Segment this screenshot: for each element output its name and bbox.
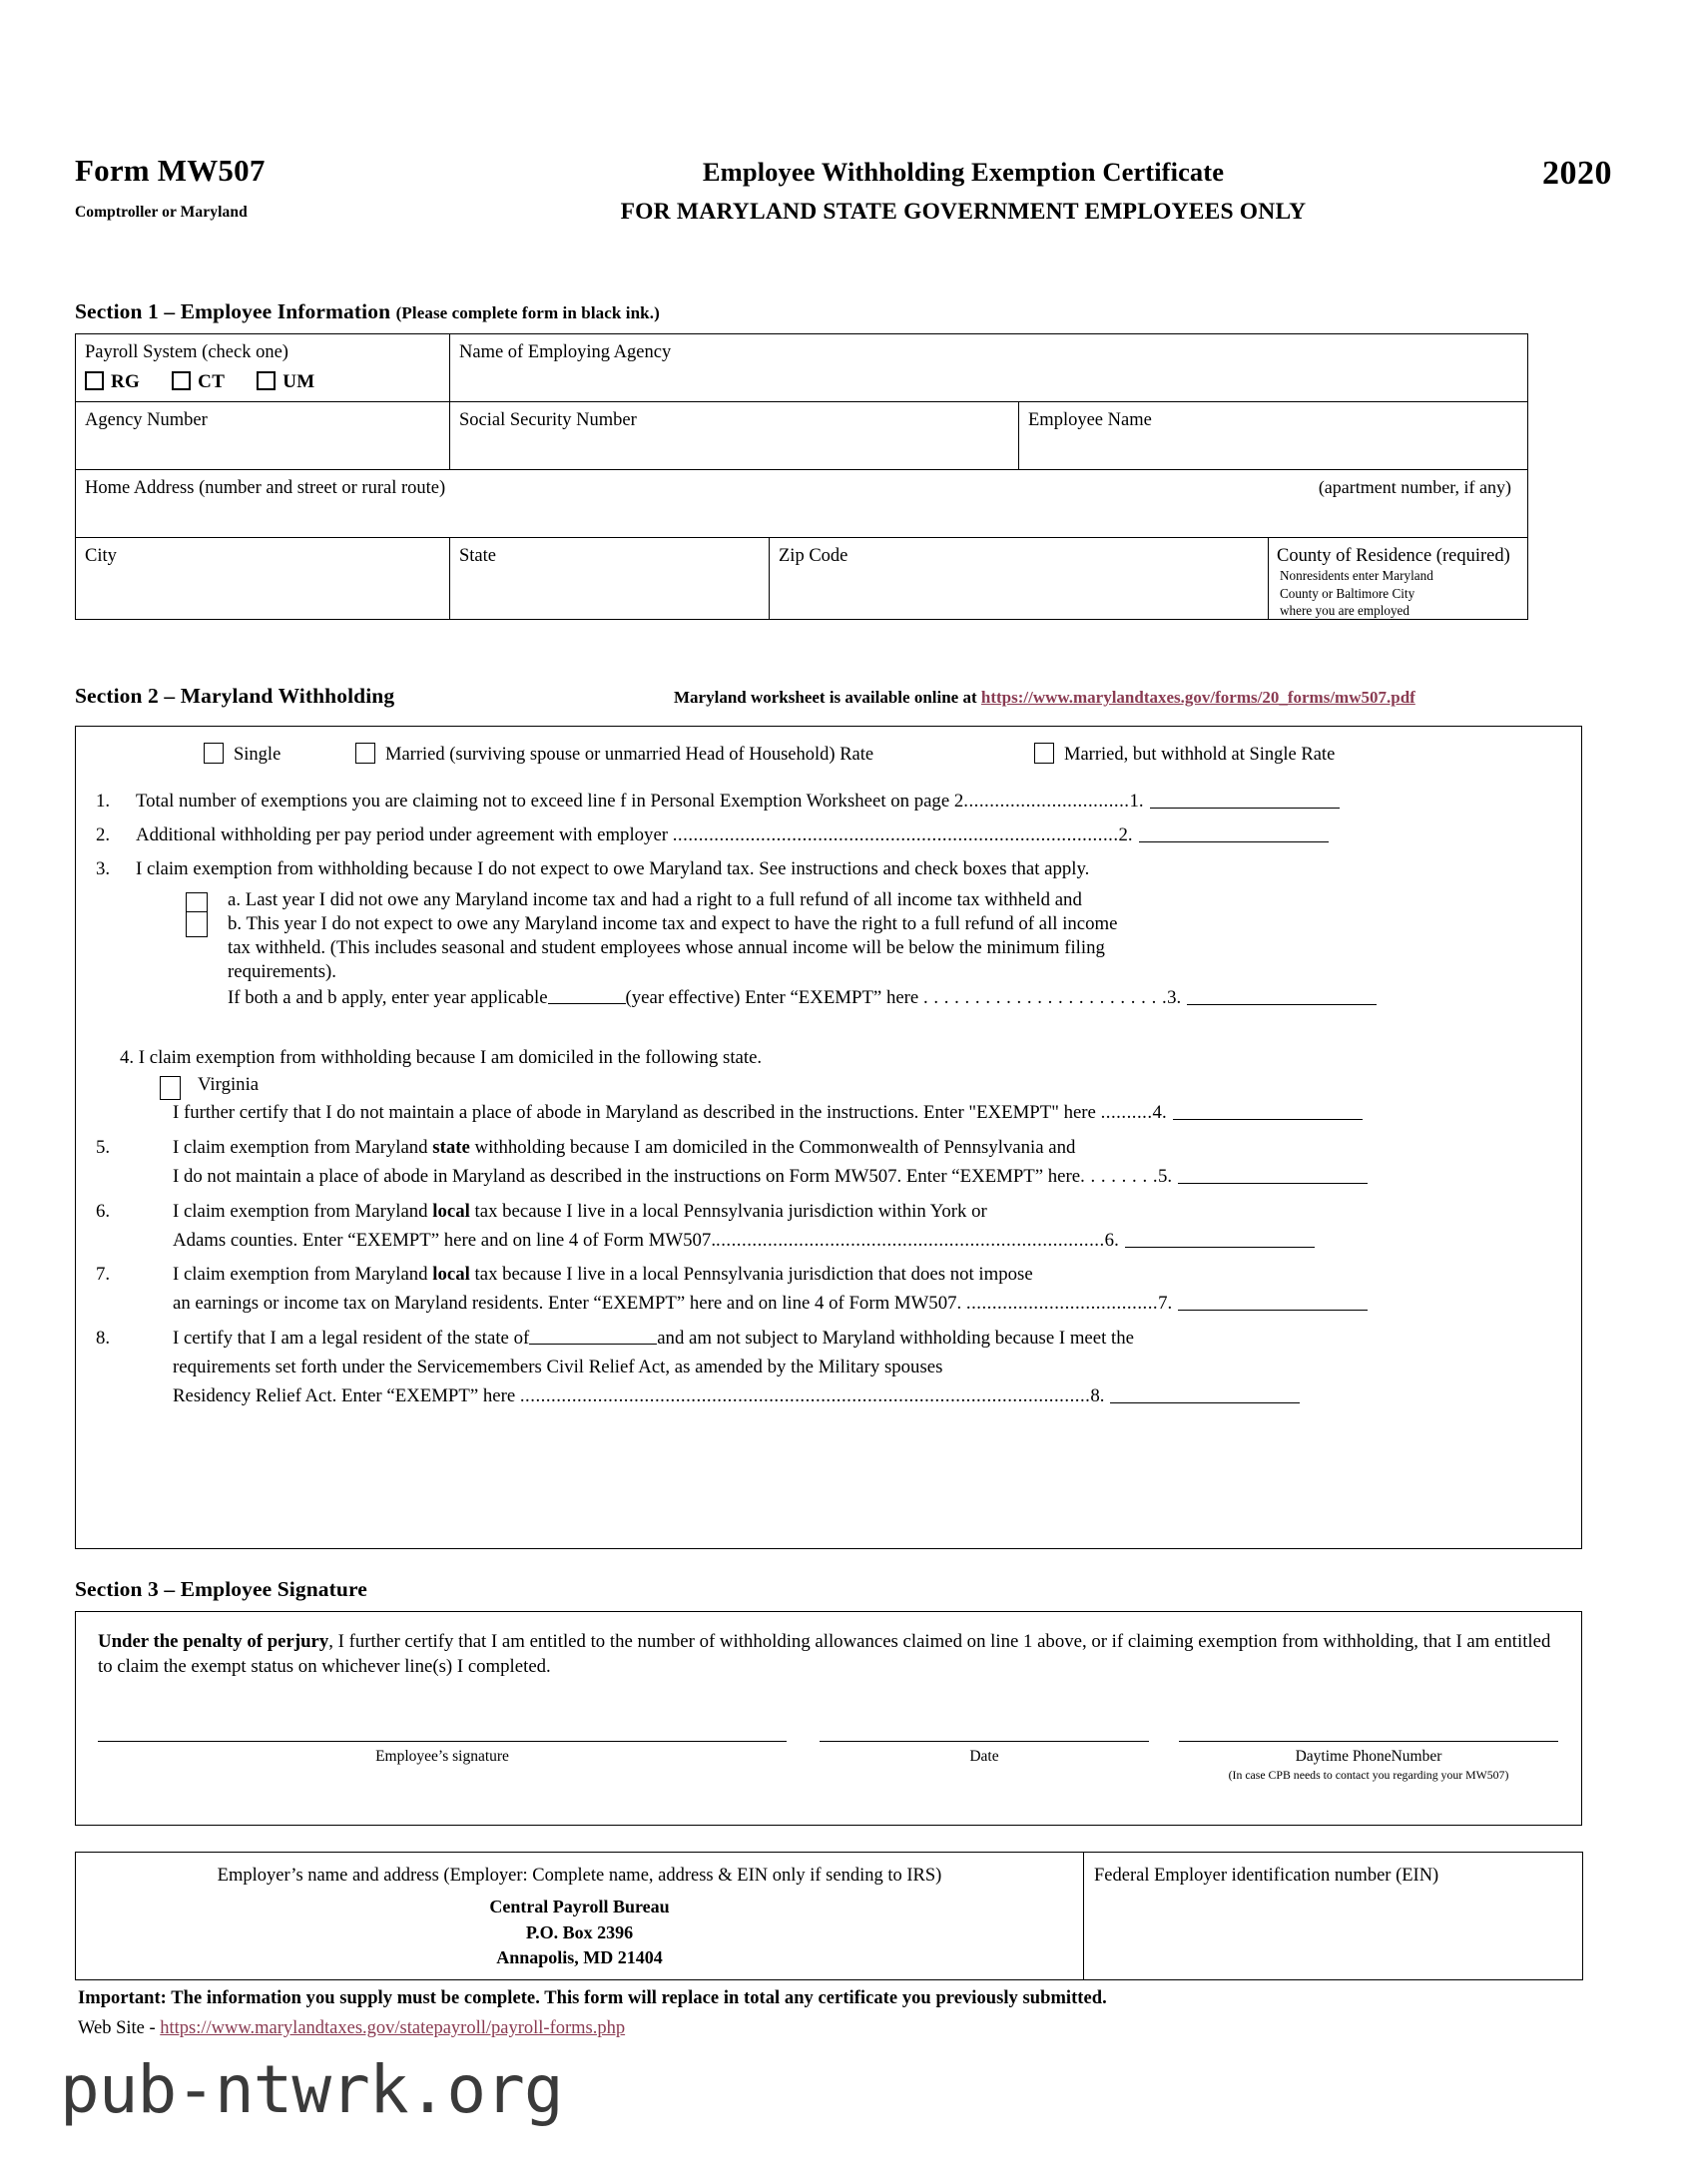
- employer-name-address-cell: [76, 1853, 1084, 1980]
- line-6-text-row: [173, 1199, 1561, 1225]
- filing-status-married-label: Married (surviving spouse or unmarried Head of Household) Rate: [385, 745, 874, 765]
- form-title: Employee Withholding Exemption Certificate: [702, 157, 1225, 187]
- checkbox-married-single-rate-icon[interactable]: [1034, 743, 1054, 764]
- line-1-ref: 1.: [1129, 791, 1144, 812]
- line-1-text: Total number of exemptions you are claiming not to exceed line f in Personal Exemption Worksheet on page 2: [136, 791, 964, 812]
- line-8-text-a: I certify that I am a legal resident of the state of: [173, 1328, 530, 1350]
- checkbox-virginia-icon[interactable]: [160, 1076, 181, 1100]
- line-6-answer-field[interactable]: [1125, 1231, 1315, 1248]
- perjury-statement: [98, 1630, 1559, 1680]
- worksheet-note: [674, 688, 1415, 708]
- line-3b-cont-2-text: requirements).: [228, 960, 336, 982]
- payroll-option-ct-label: CT: [198, 371, 226, 393]
- phone-line: [1179, 1741, 1558, 1742]
- line-2-ref: 2.: [1118, 823, 1133, 845]
- withholding-lines: [76, 787, 1581, 1409]
- section-1-heading-text: Section 1 – Employee Information: [75, 299, 391, 323]
- watermark: pub-ntwrk.org: [60, 2051, 563, 2128]
- filing-status-single[interactable]: [204, 743, 281, 766]
- line-2-text-row: [136, 822, 1561, 848]
- ein-cell[interactable]: [1084, 1853, 1583, 1980]
- section-2: [75, 684, 1612, 1549]
- line-8-answer-field[interactable]: [1110, 1386, 1300, 1403]
- checkbox-ct-icon[interactable]: [172, 371, 191, 390]
- line-3-number: 3.: [96, 857, 111, 879]
- section-2-header-row: [75, 684, 1612, 718]
- important-note: Important: The information you supply must be complete. This form will replace in total any certificate you previously submitted.: [78, 1988, 1107, 2008]
- phone-note: (In case CPB needs to contact you regarding your MW507): [1228, 1768, 1509, 1783]
- employer-table: [75, 1852, 1583, 1980]
- line-4-cont-row: [173, 1100, 1561, 1126]
- section-1-heading: [75, 299, 1612, 324]
- employing-agency-label: Name of Employing Agency: [459, 342, 672, 362]
- line-4: [76, 1045, 1581, 1071]
- signature-box: [75, 1611, 1582, 1826]
- filing-status-single-label: Single: [234, 745, 281, 765]
- line-8-text-b: and am not subject to Maryland withholding because I meet the: [657, 1328, 1134, 1350]
- employer-city-state-zip: Annapolis, MD 21404: [496, 1947, 663, 1968]
- line-7-cont-row: [173, 1291, 1561, 1317]
- table-row: [76, 334, 1528, 402]
- line-8-cont-1-text: requirements set forth under the Servicemembers Civil Relief Act, as amended by the Military spouses: [173, 1357, 943, 1378]
- section-3: [75, 1577, 1612, 1826]
- payroll-option-rg-label: RG: [111, 371, 141, 393]
- line-3b-cont-1-text: tax withheld. (This includes seasonal and student employees whose annual income will be below the minimum filing: [228, 936, 1105, 958]
- line-7-number: 7.: [96, 1264, 111, 1286]
- line-6-ref: 6.: [1104, 1229, 1119, 1251]
- line-4-state-option[interactable]: [120, 1074, 1581, 1096]
- filing-status-married[interactable]: [355, 743, 873, 766]
- state-cell[interactable]: [450, 538, 770, 620]
- line-3b: [136, 913, 1581, 935]
- home-address-label: Home Address (number and street or rural route): [85, 478, 446, 498]
- line-7-cont: [76, 1291, 1581, 1317]
- line-6: [76, 1199, 1581, 1225]
- line-1: [76, 789, 1581, 815]
- line-5-cont-row: [173, 1164, 1561, 1190]
- line-3a-text: a. Last year I did not owe any Maryland income tax and had a right to a full refund of all income tax withheld and: [228, 888, 1082, 910]
- comptroller-label: Comptroller or Maryland: [75, 203, 248, 221]
- signature-row: [76, 1741, 1581, 1811]
- line-3-both: [136, 987, 1581, 1009]
- line-7-bold: local: [432, 1264, 470, 1286]
- zip-code-label: Zip Code: [779, 546, 848, 566]
- line-2: [76, 822, 1581, 848]
- line-1-dots: ................................: [963, 791, 1130, 812]
- phone-label: Daytime PhoneNumber: [1295, 1748, 1442, 1765]
- employee-information-table: [75, 333, 1528, 620]
- line-6-number: 6.: [96, 1200, 111, 1222]
- line-3a: [136, 889, 1581, 911]
- form-footer: [78, 1988, 1615, 2039]
- checkbox-single-icon[interactable]: [204, 743, 224, 764]
- payroll-option-rg[interactable]: [85, 371, 140, 394]
- date-line: [820, 1741, 1149, 1742]
- ein-label: Federal Employer identification number (EIN): [1094, 1866, 1439, 1886]
- line-1-answer-field[interactable]: [1150, 792, 1340, 809]
- line-4-cont-text: I further certify that I do not maintain a place of abode in Maryland as described in the instructions. Enter "EXEMPT" here: [173, 1101, 1101, 1123]
- payroll-options: [85, 371, 449, 394]
- state-label: State: [459, 546, 496, 566]
- line-6-cont-row: [173, 1228, 1561, 1254]
- line-4-text-row: [120, 1045, 1561, 1071]
- line-5: [76, 1135, 1581, 1161]
- employer-section: [75, 1852, 1612, 1980]
- checkbox-married-icon[interactable]: [355, 743, 375, 764]
- line-3b-text: b. This year I do not expect to owe any Maryland income tax and expect to have the right to a full refund of all income: [228, 912, 1118, 934]
- website-link[interactable]: https://www.marylandtaxes.gov/statepayroll/payroll-forms.php: [160, 2018, 626, 2038]
- line-7: [76, 1262, 1581, 1288]
- ssn-label: Social Security Number: [459, 410, 637, 430]
- form-number: Form MW507: [75, 153, 266, 188]
- line-5-cont: [76, 1164, 1581, 1190]
- line-5-text-b: withholding because I am domiciled in the Commonwealth of Pennsylvania and: [469, 1136, 1076, 1158]
- line-6-text-b: tax because I live in a local Pennsylvania jurisdiction within York or: [469, 1200, 987, 1222]
- line-3-both-row: [228, 987, 1581, 1009]
- line-6-dots: ...........................................................................: [716, 1229, 1105, 1251]
- table-row: [76, 538, 1528, 620]
- line-5-text-a: I claim exemption from Maryland: [173, 1136, 433, 1158]
- line-7-cont-text: an earnings or income tax on Maryland residents. Enter “EXEMPT” here and on line 4 of Form MW507.: [173, 1293, 966, 1315]
- county-label: County of Residence (required): [1277, 546, 1510, 566]
- line-8-number: 8.: [96, 1328, 111, 1350]
- line-3: [76, 856, 1581, 882]
- year-effective-field[interactable]: [548, 989, 626, 1004]
- line-8-cont-2-row: [173, 1383, 1561, 1409]
- line-4-answer-field[interactable]: [1173, 1103, 1363, 1120]
- checkbox-rg-icon[interactable]: [85, 371, 104, 390]
- employer-address-block: [86, 1895, 1073, 1971]
- line-3-both-pre: If both a and b apply, enter year applicable: [228, 986, 548, 1008]
- line-8-cont-2: [76, 1383, 1581, 1409]
- phone-field[interactable]: [1179, 1741, 1558, 1784]
- county-note: Nonresidents enter Maryland County or Baltimore City where you are employed: [1280, 568, 1433, 619]
- line-8-cont-2-text: Residency Relief Act. Enter “EXEMPT” here: [173, 1385, 520, 1407]
- line-8: [76, 1326, 1581, 1352]
- form-header: [75, 155, 1612, 250]
- payroll-system-label: Payroll System (check one): [85, 342, 288, 362]
- line-1-text-row: [136, 789, 1561, 815]
- table-row: [76, 402, 1528, 470]
- line-5-dots: . . . . . . . .: [1080, 1165, 1159, 1187]
- payroll-system-cell[interactable]: [76, 334, 450, 402]
- line-7-answer-field[interactable]: [1178, 1294, 1368, 1311]
- employee-signature-label: Employee’s signature: [375, 1748, 509, 1765]
- line-5-cont-text: I do not maintain a place of abode in Maryland as described in the instructions on Form MW507. Enter “EXEMPT” here: [173, 1165, 1081, 1187]
- section-1: [75, 299, 1612, 620]
- line-3-both-dots: . . . . . . . . . . . . . . . . . . . . . . . .: [922, 986, 1168, 1008]
- section-3-heading: Section 3 – Employee Signature: [75, 1577, 367, 1601]
- table-row: [76, 1853, 1583, 1980]
- line-3-ref: 3.: [1167, 986, 1182, 1008]
- line-8-dots: ..............................................................................................................: [519, 1385, 1091, 1407]
- ssn-cell[interactable]: [450, 402, 1019, 470]
- worksheet-note-text: Maryland worksheet is available online at: [674, 688, 981, 707]
- line-3b-cont-1: [136, 937, 1581, 959]
- line-7-text-row: [173, 1262, 1561, 1288]
- line-6-bold: local: [432, 1200, 470, 1222]
- line-5-bold: state: [432, 1136, 470, 1158]
- line-7-text-a: I claim exemption from Maryland: [173, 1264, 433, 1286]
- employee-signature-line: [98, 1741, 787, 1742]
- form-subtitle: FOR MARYLAND STATE GOVERNMENT EMPLOYEES ONLY: [620, 199, 1307, 226]
- header-center: [404, 157, 1522, 226]
- legal-resident-state-field[interactable]: [529, 1330, 657, 1345]
- payroll-option-um[interactable]: [257, 371, 314, 394]
- filing-status-married-single-rate-label: Married, but withhold at Single Rate: [1064, 745, 1336, 765]
- line-2-text: Additional withholding per pay period under agreement with employer: [136, 823, 673, 845]
- employee-name-label: Employee Name: [1028, 410, 1152, 430]
- section-1-heading-note: (Please complete form in black ink.): [395, 303, 660, 322]
- line-5-number: 5.: [96, 1136, 111, 1158]
- line-2-dots: ......................................................................................: [672, 823, 1119, 845]
- city-cell[interactable]: [76, 538, 450, 620]
- line-2-number: 2.: [96, 823, 111, 845]
- perjury-text: , I further certify that I am entitled to the number of withholding allowances claimed on line 1 above, or if claiming exemption from withholding, that I am entitled to claim the exempt status on whichever line(s) I completed.: [98, 1631, 1551, 1677]
- line-6-cont: [76, 1228, 1581, 1254]
- website-prefix: Web Site -: [78, 2018, 161, 2038]
- county-of-residence-cell[interactable]: [1269, 538, 1528, 620]
- table-row: [76, 470, 1528, 538]
- employer-bureau: Central Payroll Bureau: [489, 1897, 670, 1916]
- line-4-text: I claim exemption from withholding because I am domiciled in the following state.: [138, 1046, 763, 1068]
- line-7-dots: .....................................: [965, 1293, 1159, 1315]
- line-7-text-b: tax because I live in a local Pennsylvania jurisdiction that does not impose: [469, 1264, 1033, 1286]
- line-6-text-a: I claim exemption from Maryland: [173, 1200, 433, 1222]
- checkbox-3b-icon[interactable]: [186, 911, 208, 937]
- checkbox-um-icon[interactable]: [257, 371, 276, 390]
- line-3-answer-field[interactable]: [1187, 988, 1377, 1005]
- line-5-ref: 5.: [1158, 1165, 1173, 1187]
- line-3-both-mid: (year effective) Enter “EXEMPT” here: [625, 986, 923, 1008]
- employer-po-box: P.O. Box 2396: [525, 1921, 634, 1942]
- line-5-text-row: [173, 1135, 1561, 1161]
- section-2-heading: Section 2 – Maryland Withholding: [75, 684, 395, 708]
- date-label: Date: [969, 1748, 999, 1765]
- line-3-text: I claim exemption from withholding because I do not expect to owe Maryland tax. See instructions and check boxes that apply.: [136, 857, 1090, 879]
- line-2-answer-field[interactable]: [1139, 825, 1329, 842]
- website-row: [78, 2018, 1615, 2039]
- line-8-text-row: [173, 1326, 1561, 1352]
- employing-agency-cell[interactable]: [450, 334, 1528, 402]
- agency-number-label: Agency Number: [85, 410, 208, 430]
- date-field[interactable]: [820, 1741, 1149, 1767]
- employee-name-cell[interactable]: [1019, 402, 1528, 470]
- agency-number-cell[interactable]: [76, 402, 450, 470]
- line-4-state-label: Virginia: [198, 1073, 260, 1095]
- zip-code-cell[interactable]: [770, 538, 1269, 620]
- line-8-ref: 8.: [1090, 1385, 1105, 1407]
- payroll-option-um-label: UM: [282, 371, 315, 393]
- filing-status-married-single-rate[interactable]: [1034, 743, 1335, 766]
- line-4-dots: ..........: [1100, 1101, 1153, 1123]
- home-address-cell[interactable]: [76, 470, 1528, 538]
- line-5-answer-field[interactable]: [1178, 1167, 1368, 1184]
- line-8-cont-1: [76, 1355, 1581, 1380]
- employee-signature-field[interactable]: [98, 1741, 787, 1767]
- line-1-number: 1.: [96, 791, 111, 812]
- payroll-option-ct[interactable]: [172, 371, 225, 394]
- withholding-box: [75, 726, 1582, 1549]
- employer-name-address-label: Employer’s name and address (Employer: Complete name, address & EIN only if sending to IRS): [217, 1866, 942, 1886]
- line-4-ref: 4.: [1152, 1101, 1167, 1123]
- line-6-cont-text: Adams counties. Enter “EXEMPT” here and on line 4 of Form MW507.: [173, 1229, 717, 1251]
- city-label: City: [85, 546, 117, 566]
- apartment-number-label: (apartment number, if any): [1318, 477, 1512, 497]
- line-4-cont: [76, 1100, 1581, 1126]
- line-7-ref: 7.: [1158, 1293, 1173, 1315]
- line-3b-cont-2: [136, 961, 1581, 983]
- line-4-number: 4.: [120, 1046, 135, 1068]
- tax-year: 2020: [1542, 155, 1612, 192]
- perjury-bold: Under the penalty of perjury: [98, 1631, 329, 1652]
- worksheet-link[interactable]: https://www.marylandtaxes.gov/forms/20_forms/mw507.pdf: [980, 688, 1415, 707]
